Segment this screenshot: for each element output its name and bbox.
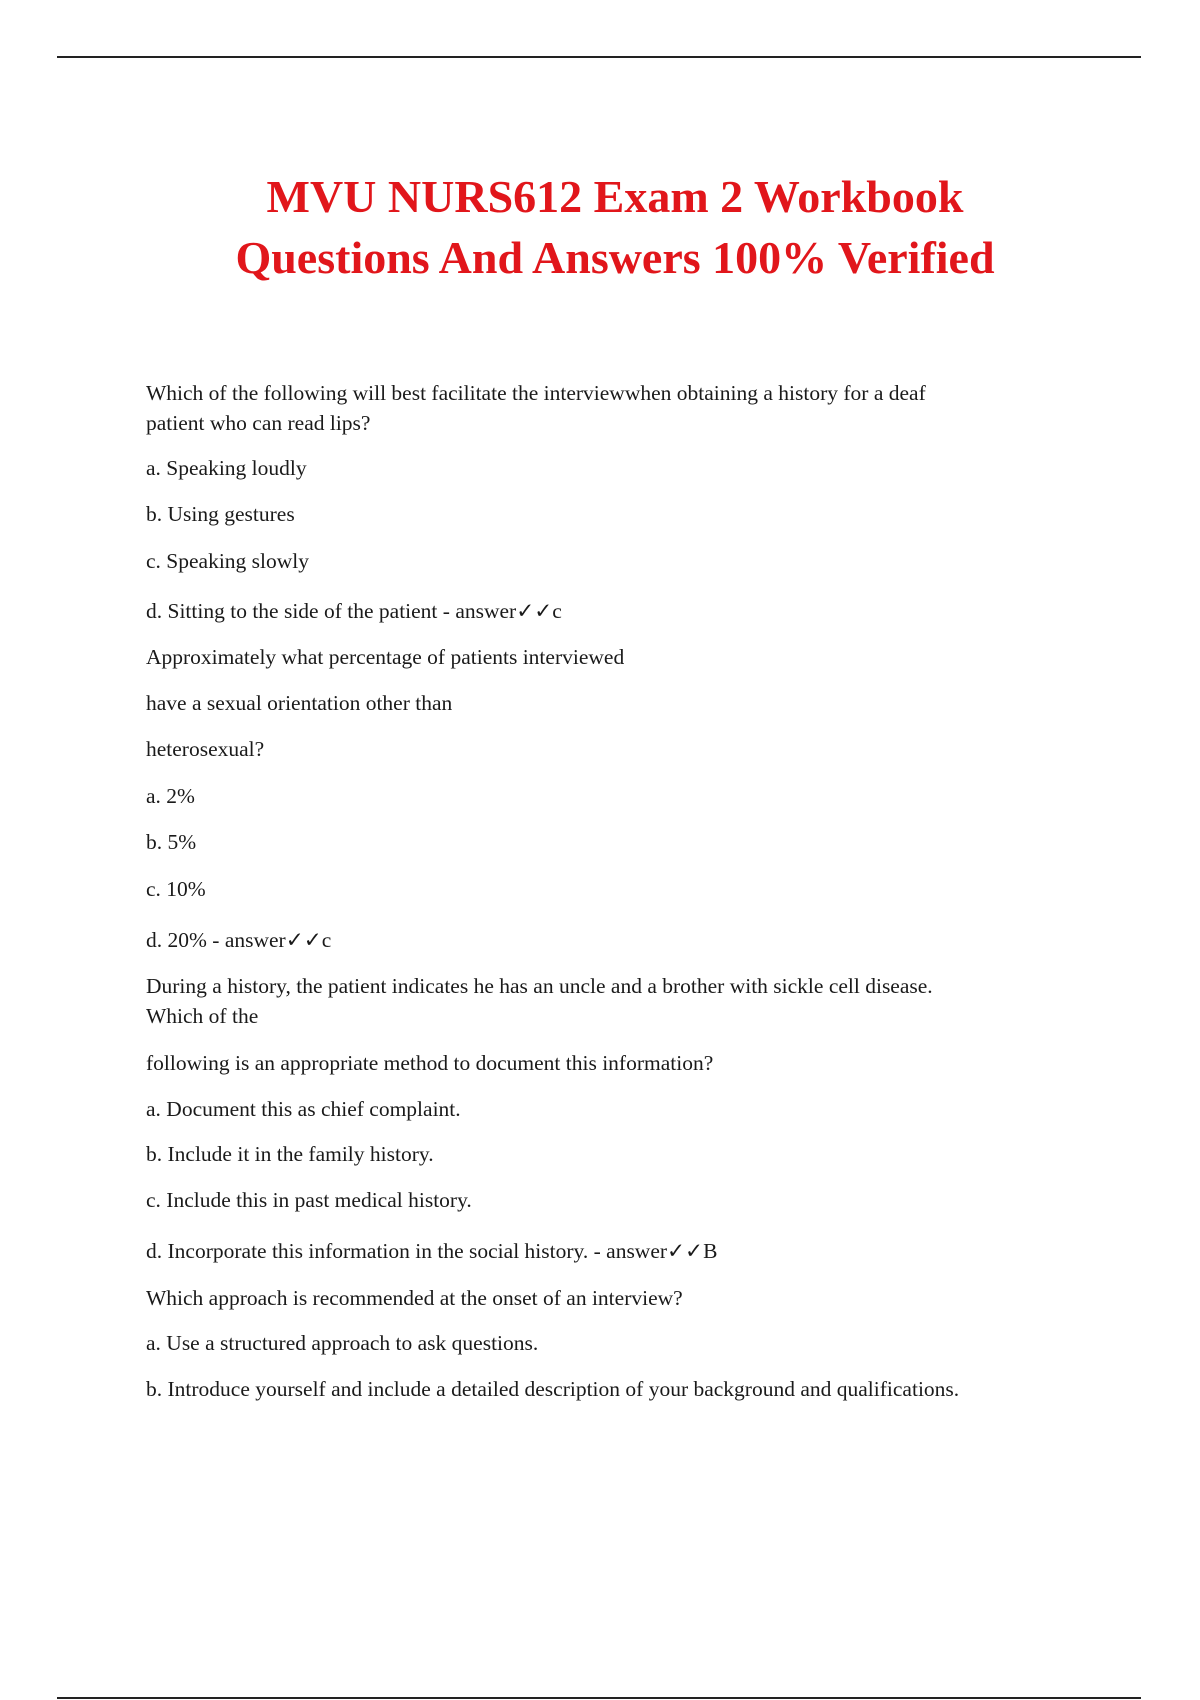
option-line: b. Include it in the family history. [146, 1142, 434, 1166]
option-line: b. 5% [146, 830, 197, 854]
text-line: During a history, the patient indicates he has an uncle and a brother with sickle cell disease. [146, 974, 933, 998]
option-line: c. Include this in past medical history. [146, 1188, 472, 1212]
text-line: Approximately what percentage of patients interviewed [146, 645, 625, 669]
option-line: a. 2% [146, 784, 195, 808]
option-line: a. Use a structured approach to ask questions. [146, 1331, 539, 1355]
top-rule [57, 56, 1141, 58]
text-line: Which approach is recommended at the onset of an interview? [146, 1286, 683, 1310]
bottom-rule [57, 1697, 1141, 1699]
option-line: b. Using gestures [146, 502, 295, 526]
answer-line: d. Incorporate this information in the social history. - answer✓✓B [146, 1239, 718, 1263]
option-line: b. Introduce yourself and include a detailed description of your background and qualifications. [146, 1377, 960, 1401]
option-line: a. Document this as chief complaint. [146, 1097, 461, 1121]
text-line: have a sexual orientation other than [146, 691, 453, 715]
option-line: a. Speaking loudly [146, 456, 307, 480]
text-line: following is an appropriate method to document this information? [146, 1051, 714, 1075]
text-line: Which of the [146, 1004, 259, 1028]
text-line: patient who can read lips? [146, 411, 371, 435]
option-line: c. Speaking slowly [146, 549, 310, 573]
text-line: Which of the following will best facilitate the interviewwhen obtaining a history for a deaf [146, 381, 926, 405]
title-line-1: MVU NURS612 Exam 2 Workbook [266, 171, 964, 222]
document-title [0, 166, 1200, 288]
answer-line: d. 20% - answer✓✓c [146, 928, 332, 952]
text-line: heterosexual? [146, 737, 265, 761]
option-line: c. 10% [146, 877, 206, 901]
answer-line: d. Sitting to the side of the patient - answer✓✓c [146, 599, 562, 623]
title-line-2: Questions And Answers 100% Verified [235, 232, 995, 283]
